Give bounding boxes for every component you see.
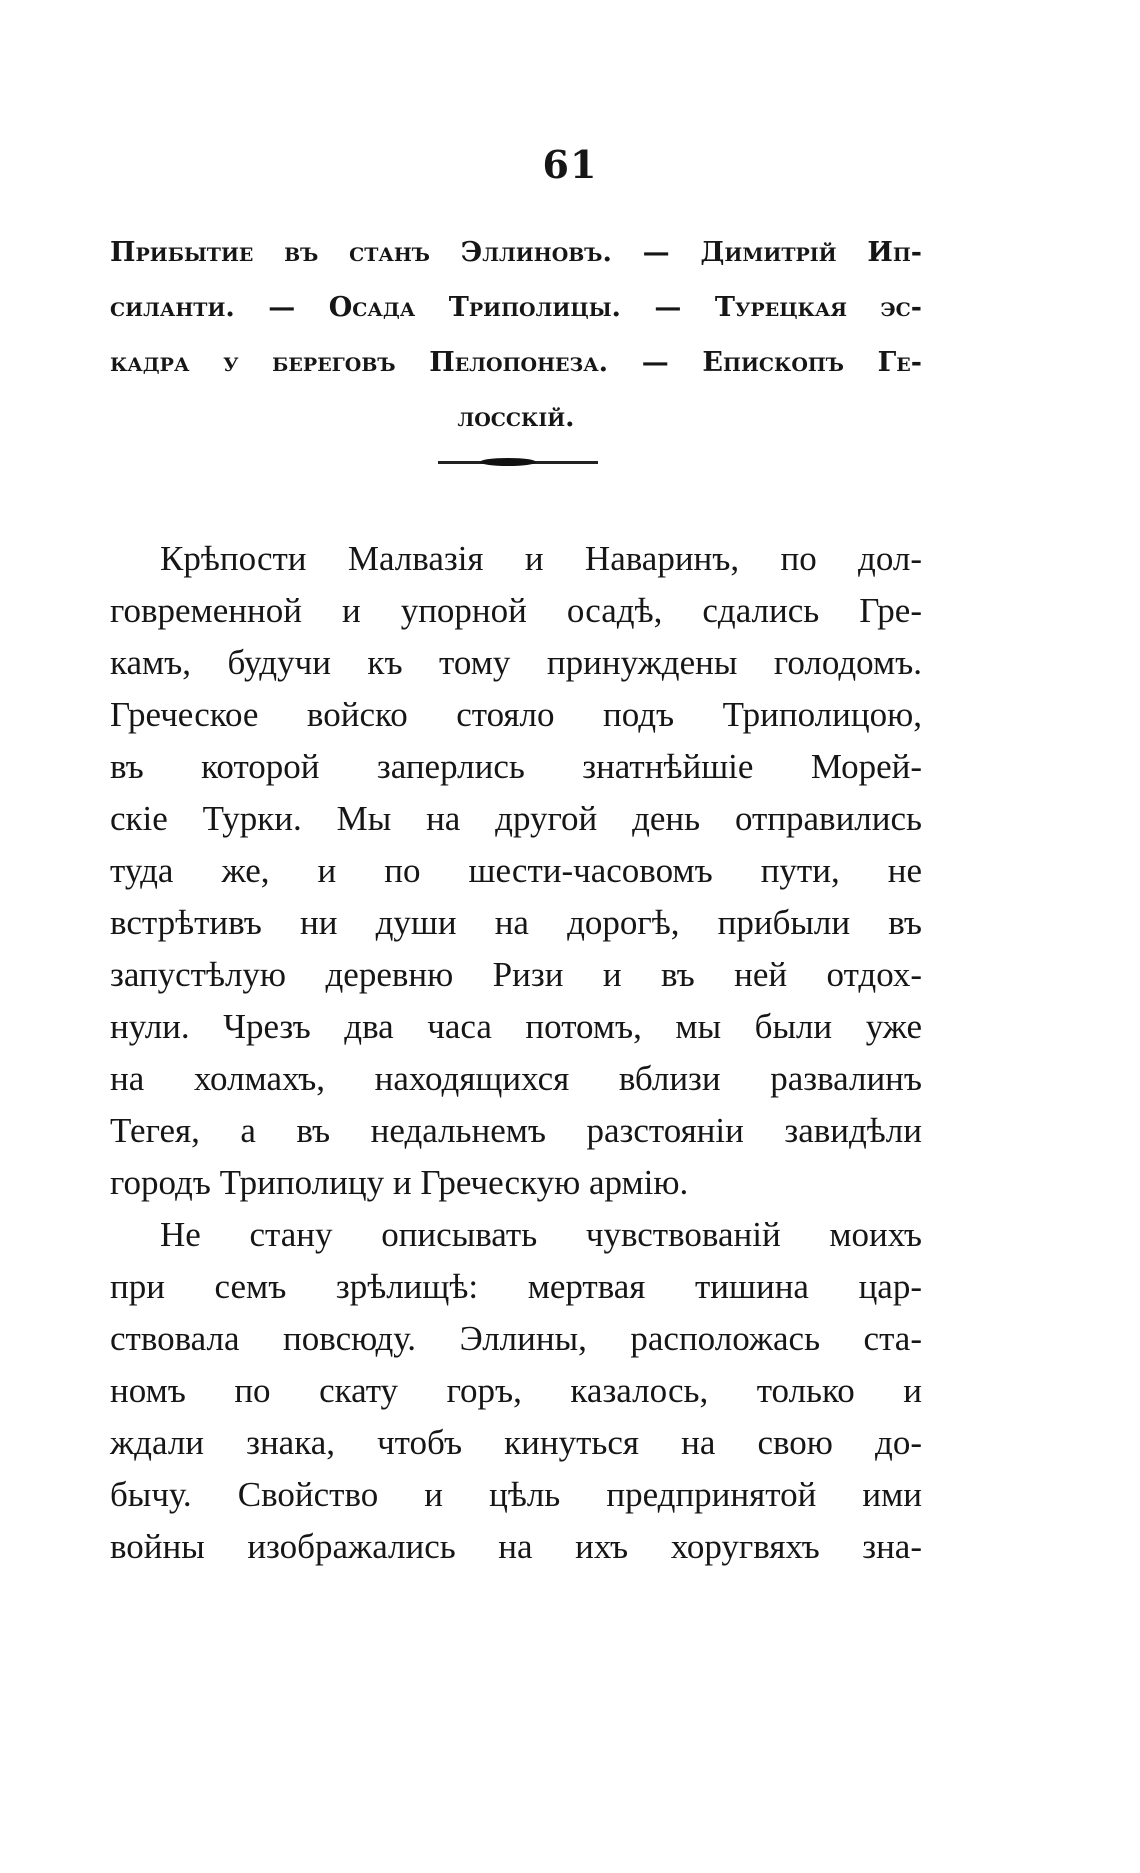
text-line: бычу. Свойство и цѣль предпринятой ими [110,1475,922,1514]
text-line: на холмахъ, находящихся вблизи развалинъ [110,1059,922,1098]
chapter-summary [110,225,922,445]
summary-line: лосскій. [457,402,575,433]
text-line: ждали знака, чтобъ кинуться на свою до- [110,1423,922,1462]
text-line: Крѣпости Малвазія и Наваринъ, по дол- [160,539,922,578]
summary-line: силанти. — Осада Триполицы. — Турецкая эс- [110,292,922,323]
page-number: 61 [542,142,598,187]
text-line: камъ, будучи къ тому принуждены голодомъ. [110,643,922,682]
text-line: номъ по скату горъ, казалось, только и [110,1371,922,1410]
summary-line: кадра у береговъ Пелопонеза. — Епископъ Ге- [110,347,922,378]
text-line: войны изображались на ихъ хоругвяхъ зна- [110,1527,922,1566]
text-line: нули. Чрезъ два часа потомъ, мы были уже [110,1007,922,1046]
text-line: запустѣлую деревню Ризи и въ ней отдох- [110,955,922,994]
summary-line: Прибытие въ станъ Эллиновъ. — Димитрій Ип- [110,237,922,268]
text-line: Тегея, а въ недальнемъ разстояніи завидѣли [110,1111,922,1150]
text-line: встрѣтивъ ни души на дорогѣ, прибыли въ [110,903,922,942]
text-line: говременной и упорной осадѣ, сдались Гре- [110,591,922,630]
text-line: Греческое войско стояло подъ Триполицою, [110,695,922,734]
text-line: туда же, и по шести-часовомъ пути, не [110,851,922,890]
ornamental-divider [438,461,598,464]
body-text [110,533,922,1573]
text-line: въ которой заперлись знатнѣйшіе Морей- [110,747,922,786]
text-line: городъ Триполицу и Греческую армію. [110,1163,689,1202]
text-line: при семъ зрѣлищѣ: мертвая тишина цар- [110,1267,922,1306]
text-line: Не стану описывать чувствованій моихъ [160,1215,922,1254]
text-line: скіе Турки. Мы на другой день отправились [110,799,922,838]
text-line: ствовала повсюду. Эллины, расположась ста- [110,1319,922,1358]
